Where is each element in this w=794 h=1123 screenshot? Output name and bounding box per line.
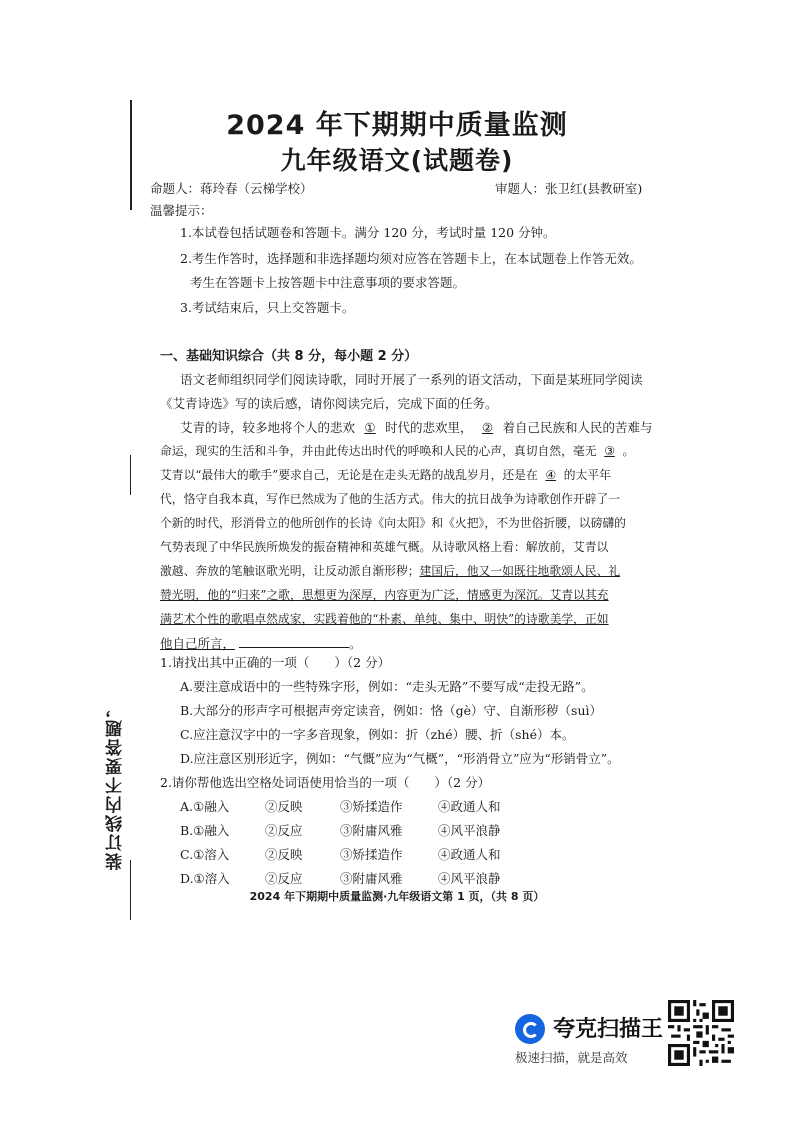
passage-line-8: 赞光明，他的“归来”之歌，思想更为深厚，内容更为广泛，情感更为深沉。艾青以其充 xyxy=(160,588,609,602)
q1-option-a: A.要注意成语中的一些特殊字形，例如：“走头无路”不要写成“走投无路”。 xyxy=(180,679,594,694)
blank-2: ② xyxy=(481,420,494,435)
q2-option-cell: ②反映 xyxy=(265,847,303,862)
notice-label: 温馨提示： xyxy=(150,203,213,218)
exam-title: 2024 年下期期中质量监测 xyxy=(226,110,568,141)
passage-text: 的太平年 xyxy=(563,468,611,482)
q1-option-c: C.应注意汉字中的一字多音现象，例如：折（zhé）腰、折（shé）本。 xyxy=(180,727,575,742)
passage-text: 着自己民族和人民的苦难与 xyxy=(502,420,653,435)
author-line: 命题人：蒋玲春（云梯学校） xyxy=(150,181,313,196)
passage-text: 激越、奔放的笔触讴歌光明，让反动派自渐形秽； xyxy=(160,564,420,578)
q2-option-cell: ②反应 xyxy=(265,871,303,886)
passage-line-10 xyxy=(160,634,642,652)
passage-text: 时代的悲欢里， xyxy=(385,420,473,435)
q2-option-cell: ③矫揉造作 xyxy=(340,799,403,814)
passage-line-1 xyxy=(180,418,662,436)
q2-option-cell: ③矫揉造作 xyxy=(340,847,403,862)
q2-option-cell: ④政通人和 xyxy=(438,799,501,814)
intro-line-2: 《艾青诗选》写的读后感，请你阅读完后，完成下面的任务。 xyxy=(160,396,498,411)
scanner-logo-icon xyxy=(515,1014,545,1044)
reviewer-line: 审题人：张卫红(县教研室) xyxy=(495,181,643,196)
blank-4: ④ xyxy=(545,468,557,482)
passage-text: 命运，现实的生活和斗争，并由此传达出时代的呼唤和人民的心声，真切自然，毫无 xyxy=(160,444,597,458)
q2-option-cell: ④风平浪静 xyxy=(438,871,501,886)
passage-text: 。 xyxy=(622,444,635,458)
passage-line-9: 满艺术个性的歌唱卓然成家，实践着他的“朴素、单纯、集中、明快”的诗歌美学，正如 xyxy=(160,612,609,626)
blank-3: ③ xyxy=(604,444,615,458)
notice-item-2b: 考生在答题卡上按答题卡中注意事项的要求答题。 xyxy=(190,275,466,290)
passage-line-6: 气势表现了中华民族所焕发的振奋精神和英雄气概。从诗歌风格上看：解放前，艾青以 xyxy=(160,540,609,554)
binding-line xyxy=(130,100,132,210)
passage-line-5: 个新的时代，形消骨立的他所创作的长诗《向太阳》和《火把》，不为世俗折腰，以磅礴的 xyxy=(160,516,626,530)
question-2-stem: 2.请你帮他选出空格处词语使用恰当的一项（ ）（2 分） xyxy=(160,775,491,790)
scanner-brand-name: 夸克扫描王 xyxy=(553,1017,664,1042)
passage-line-2 xyxy=(160,442,642,459)
passage-text: 艾青以“最伟大的歌手”要求自己，无论是在走头无路的战乱岁月，还是在 xyxy=(160,468,538,482)
blank-1: ① xyxy=(364,420,376,435)
q1-option-b: B.大部分的形声字可根据声旁定读音，例如：恪（gè）守、自渐形秽（suì） xyxy=(180,703,603,718)
notice-item-3: 3.考试结束后，只上交答题卡。 xyxy=(180,300,355,315)
q2-option-cell: D.①溶入 xyxy=(180,871,230,886)
notice-item-2: 2.考生作答时，选择题和非选择题均须对应答在答题卡上，在本试题卷上作答无效。 xyxy=(180,251,642,266)
binding-notice: 装订线内不要答题， xyxy=(106,699,126,870)
answer-blank xyxy=(239,635,349,648)
q2-option-cell: A.①融入 xyxy=(180,799,230,814)
passage-line-4: 代，恪守自我本真，写作已然成为了他的生活方式。伟大的抗日战争为诗歌创作开辟了一 xyxy=(160,492,621,506)
qr-code-icon xyxy=(668,1000,734,1066)
q2-option-cell: C.①溶入 xyxy=(180,847,230,862)
question-1-stem: 1.请找出其中正确的一项（ ）（2 分） xyxy=(160,655,391,670)
underlined-text: 他自己所言， xyxy=(160,636,236,651)
passage-line-3 xyxy=(160,466,642,483)
passage-text: 艾青的诗，较多地将个人的悲欢 xyxy=(180,420,356,435)
q2-option-cell: ③附庸风雅 xyxy=(340,871,403,886)
q2-option-cell: B.①融入 xyxy=(180,823,230,838)
exam-subtitle: 九年级语文(试题卷) xyxy=(280,146,514,175)
section-heading: 一、基础知识综合（共 8 分，每小题 2 分） xyxy=(160,349,418,364)
intro-line-1: 语文老师组织同学们阅读诗歌，同时开展了一系列的语文活动，下面是某班同学阅读 xyxy=(180,372,643,387)
q2-option-cell: ④风平浪静 xyxy=(438,823,501,838)
q2-option-cell: ③附庸风雅 xyxy=(340,823,403,838)
q2-option-cell: ④政通人和 xyxy=(438,847,501,862)
binding-line xyxy=(130,455,131,495)
page-footer: 2024 年下期期中质量监测·九年级语文第 1 页，（共 8 页） xyxy=(249,890,545,903)
q2-option-cell: ②反应 xyxy=(265,823,303,838)
notice-item-1: 1.本试卷包括试题卷和答题卡。满分 120 分，考试时量 120 分钟。 xyxy=(180,225,556,240)
q1-option-d: D.应注意区别形近字，例如：“气慨”应为“气概”，“形消骨立”应为“形销骨立”。 xyxy=(180,751,620,766)
passage-text: 。 xyxy=(349,636,362,651)
underlined-text: 建国后，他又一如既往地歌颂人民、礼 xyxy=(419,564,621,578)
scanner-slogan: 极速扫描，就是高效 xyxy=(515,1050,628,1065)
passage-line-7 xyxy=(160,562,642,579)
q2-option-cell: ②反映 xyxy=(265,799,303,814)
